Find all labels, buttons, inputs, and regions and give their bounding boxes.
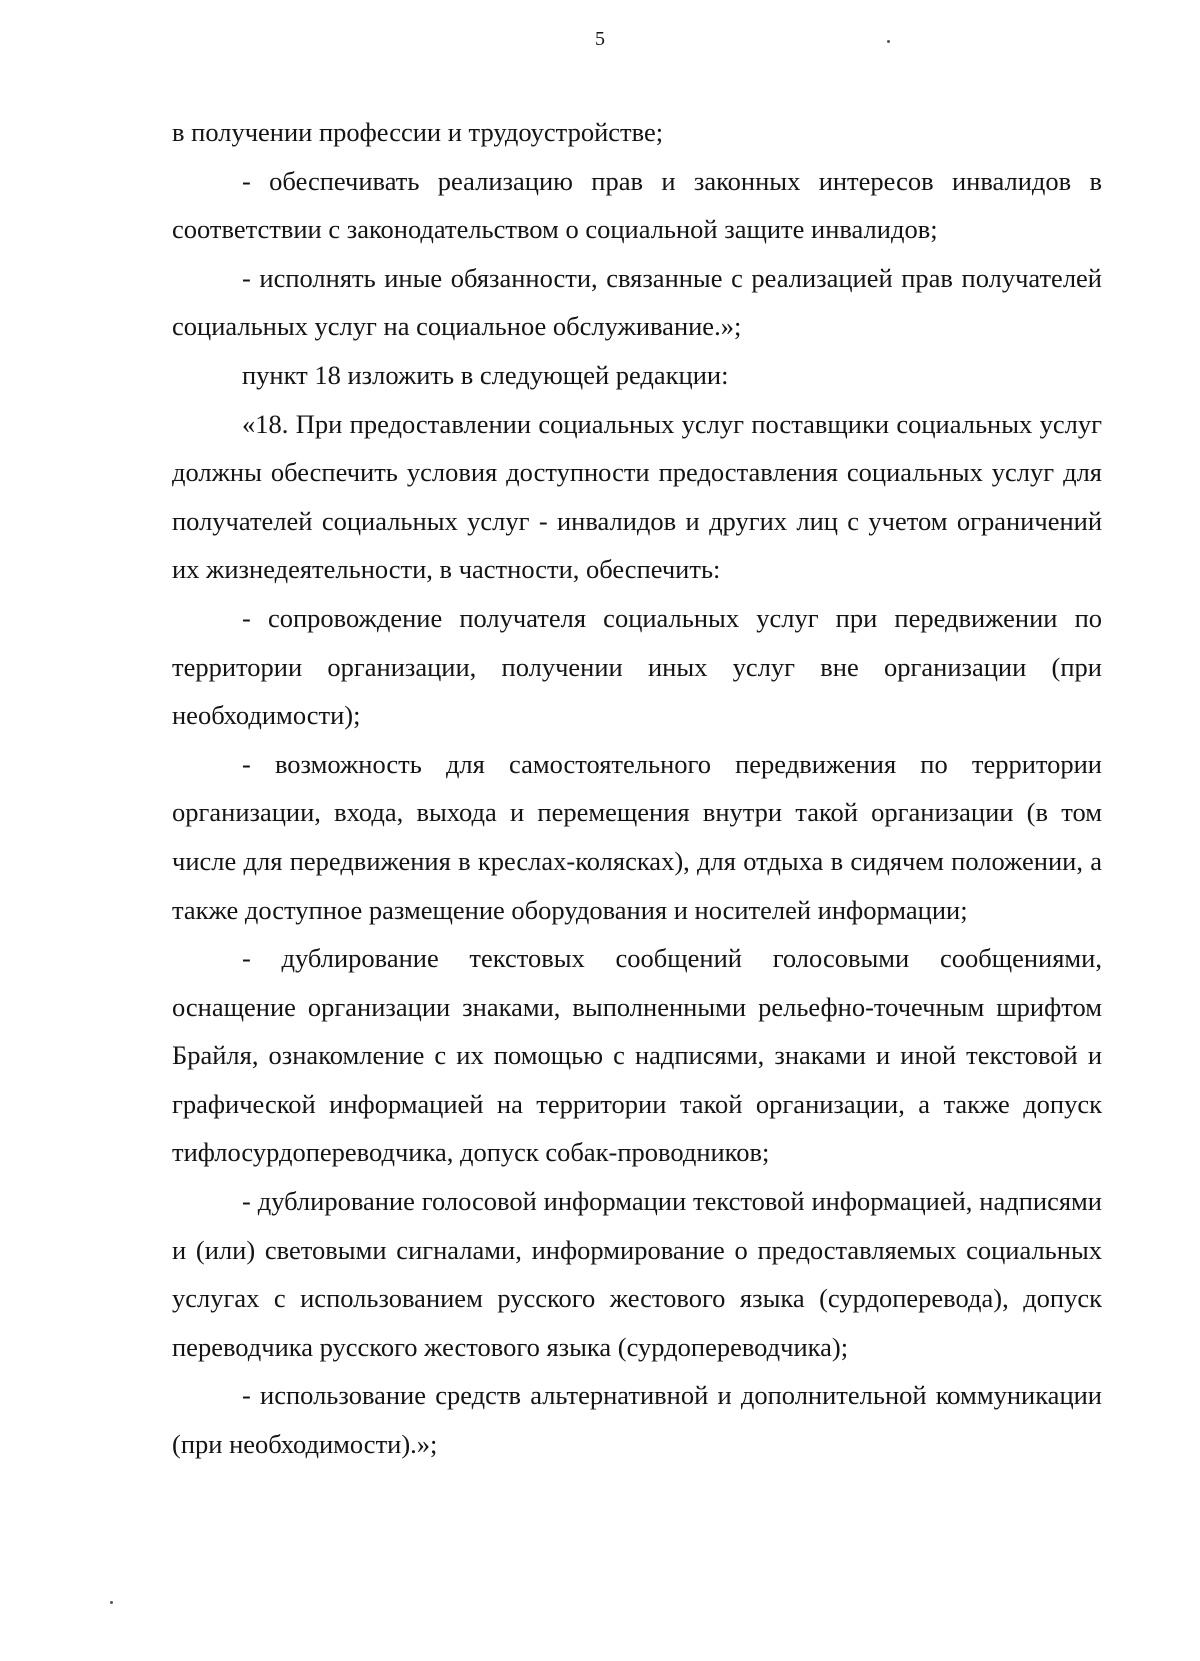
document-body <box>172 108 1102 1469</box>
paragraph-sign-language: - дублирование голосовой информации текстовой информацией, надписями и (или) световыми сигналами, информирование о предоставляемых социальных услугах с использованием русского жестового языка (сурдоперевода), допуск переводчика русского жестового языка (сурдопереводчика); <box>172 1186 1102 1362</box>
scan-speck <box>887 40 890 43</box>
paragraph-obligation-other: - исполнять иные обязанности, связанные с реализацией прав получателей социальных услуг на социальное обслуживание.»; <box>172 262 1102 342</box>
paragraph-continuation: в получении профессии и трудоустройстве; <box>172 117 664 147</box>
paragraph-alternative-communication: - использование средств альтернативной и дополнительной коммуникации (при необходимости).»; <box>172 1380 1102 1460</box>
paragraph-independent-movement: - возможность для самостоятельного передвижения по территории организации, входа, выхода и перемещения внутри такой организации (в том числе для передвижения в креслах-колясках), для отдыха в сидячем положении, а также доступное размещение оборудования и носителей информации; <box>172 748 1102 925</box>
paragraph-escort: - сопровождение получателя социальных услуг при передвижении по территории организации, получении иных услуг вне организации (при необходимости); <box>172 602 1102 731</box>
scan-speck <box>110 1601 113 1604</box>
paragraph-braille-signage: - дублирование текстовых сообщений голосовыми сообщениями, оснащение организации знаками, выполненными рельефно-точечным шрифтом Брайля, ознакомление с их помощью с надписями, знаками и иной текстовой и графической информацией на территории такой организации, а также допуск тифлосурдопереводчика, допуск собак-проводников; <box>172 943 1102 1168</box>
page-number: 5 <box>595 28 605 50</box>
paragraph-obligation-rights: - обеспечивать реализацию прав и законных интересов инвалидов в соответствии с законодательством о социальной защите инвалидов; <box>172 165 1102 245</box>
paragraph-amendment-intro: пункт 18 изложить в следующей редакции: <box>242 359 729 390</box>
paragraph-point-18: «18. При предоставлении социальных услуг поставщики социальных услуг должны обеспечить условия доступности предоставления социальных услуг для получателей социальных услуг - инвалидов и других лиц с учетом ограничений их жизнедеятельности, в частности, обеспечить: <box>172 408 1102 585</box>
